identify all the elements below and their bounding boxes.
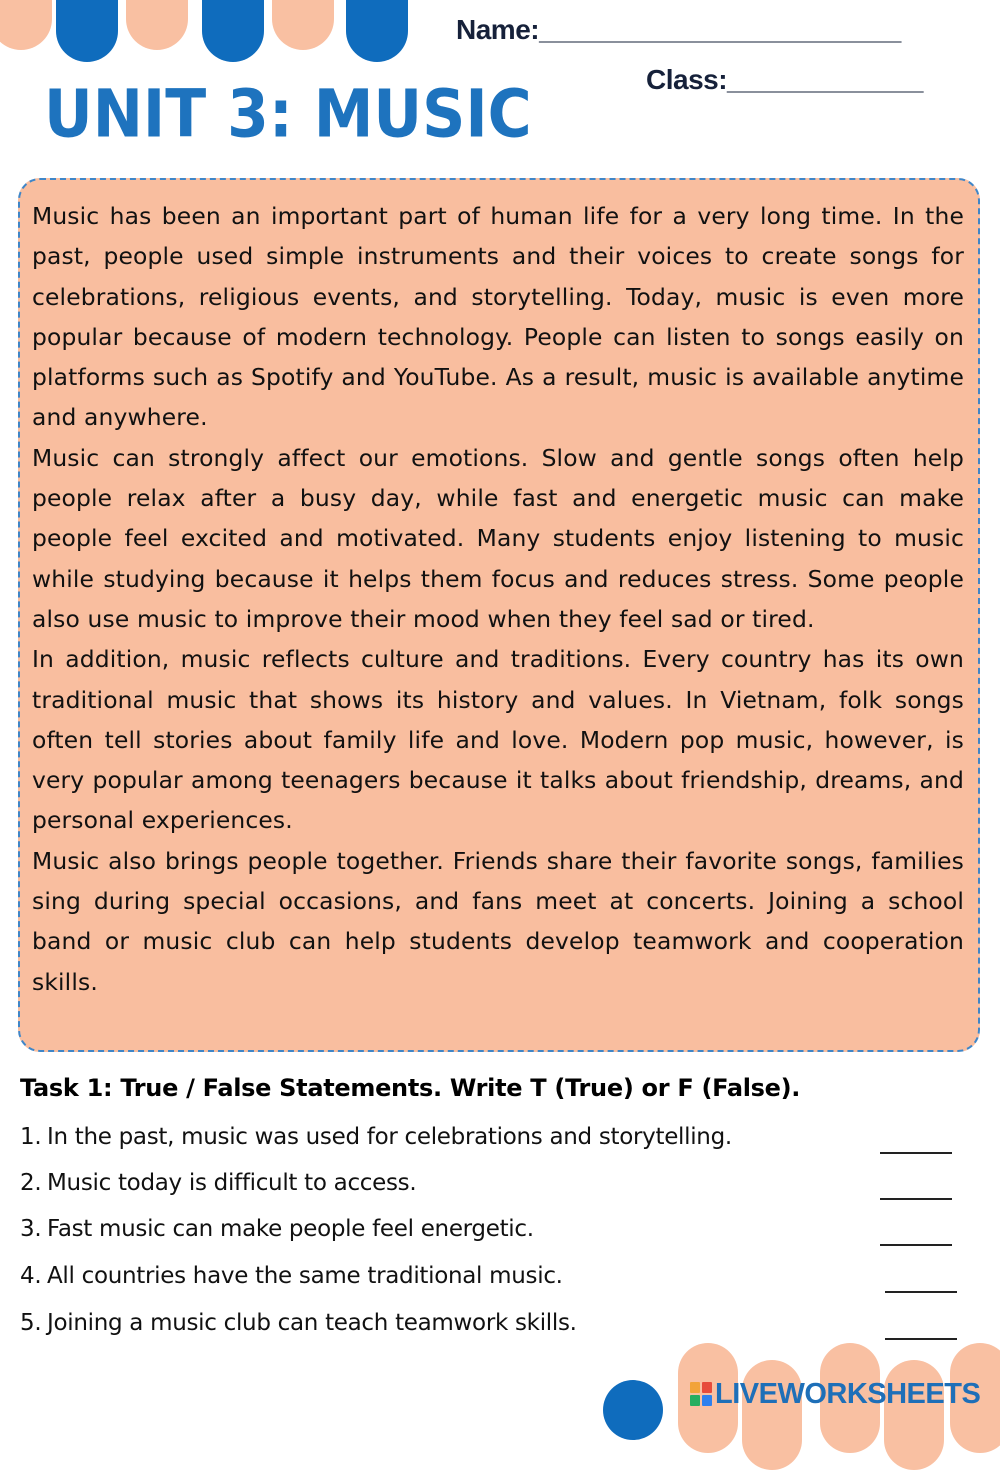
name-field[interactable]: Name:________________________ (456, 14, 901, 45)
question-item (20, 1216, 960, 1256)
answer-blank-3[interactable] (880, 1216, 952, 1246)
question-item (20, 1310, 960, 1350)
decor-pill-peach-3 (272, 0, 334, 50)
liveworksheets-logo-text: LIVEWORKSHEETS (715, 1377, 981, 1410)
class-field[interactable]: Class:_____________ (646, 64, 923, 95)
decor-pill-peach-2 (126, 0, 188, 50)
answer-blank-4[interactable] (885, 1263, 957, 1293)
question-number: 1. (20, 1124, 42, 1150)
question-item (20, 1170, 960, 1210)
passage-paragraph-3: In addition, music reflects culture and traditions. Every country has its own traditional music that shows its history and values. In Vietnam, folk songs often tell stories about family life and love. Modern pop music, however, is very popular among teenagers because it talks about friendship, dreams, and personal experiences. (32, 645, 964, 835)
decor-pill-blue-2 (202, 0, 264, 62)
question-text: Music today is difficult to access. (47, 1170, 417, 1196)
liveworksheets-logo-icon (690, 1382, 712, 1406)
answer-blank-2[interactable] (880, 1170, 952, 1200)
question-text: All countries have the same traditional music. (47, 1263, 563, 1289)
answer-blank-5[interactable] (885, 1310, 957, 1340)
question-text: Fast music can make people feel energetic. (47, 1216, 534, 1242)
question-number: 3. (20, 1216, 42, 1242)
decor-pill-blue-3 (346, 0, 408, 62)
passage-paragraph-4: Music also brings people together. Friends share their favorite songs, families sing during special occasions, and fans meet at concerts. Joining a school band or music club can help students develop teamwork and cooperation skills. (32, 846, 964, 996)
liveworksheets-logo (690, 1374, 980, 1414)
decor-pill-peach-1 (0, 0, 52, 50)
question-text: In the past, music was used for celebrations and storytelling. (47, 1124, 732, 1150)
question-number: 5. (20, 1310, 42, 1336)
question-number: 2. (20, 1170, 42, 1196)
passage-paragraph-1: Music has been an important part of human life for a very long time. In the past, people used simple instruments and their voices to create songs for celebrations, religious events, and storytelling. Today, music is even more popular because of modern technology. People can listen to songs easily on platforms such as Spotify and YouTube. As a result, music is available anytime and anywhere. (32, 202, 964, 432)
task-title: Task 1: True / False Statements. Write T (True) or F (False). (20, 1074, 801, 1102)
question-number: 4. (20, 1263, 42, 1289)
passage-paragraph-2: Music can strongly affect our emotions. Slow and gentle songs often help people relax after a busy day, while fast and energetic music can make people feel excited and motivated. Many students enjoy listening to music while studying because it helps them focus and reduces stress. Some people also use music to improve their mood when they feel sad or tired. (32, 443, 964, 633)
question-item (20, 1124, 960, 1164)
decor-bottom-blue-dot (603, 1380, 663, 1440)
question-item (20, 1263, 960, 1303)
page-title: UNIT 3: MUSIC (44, 76, 532, 153)
decor-pill-blue-1 (56, 0, 118, 62)
answer-blank-1[interactable] (880, 1124, 952, 1154)
question-text: Joining a music club can teach teamwork skills. (47, 1310, 577, 1336)
reading-passage-box (18, 178, 980, 1052)
